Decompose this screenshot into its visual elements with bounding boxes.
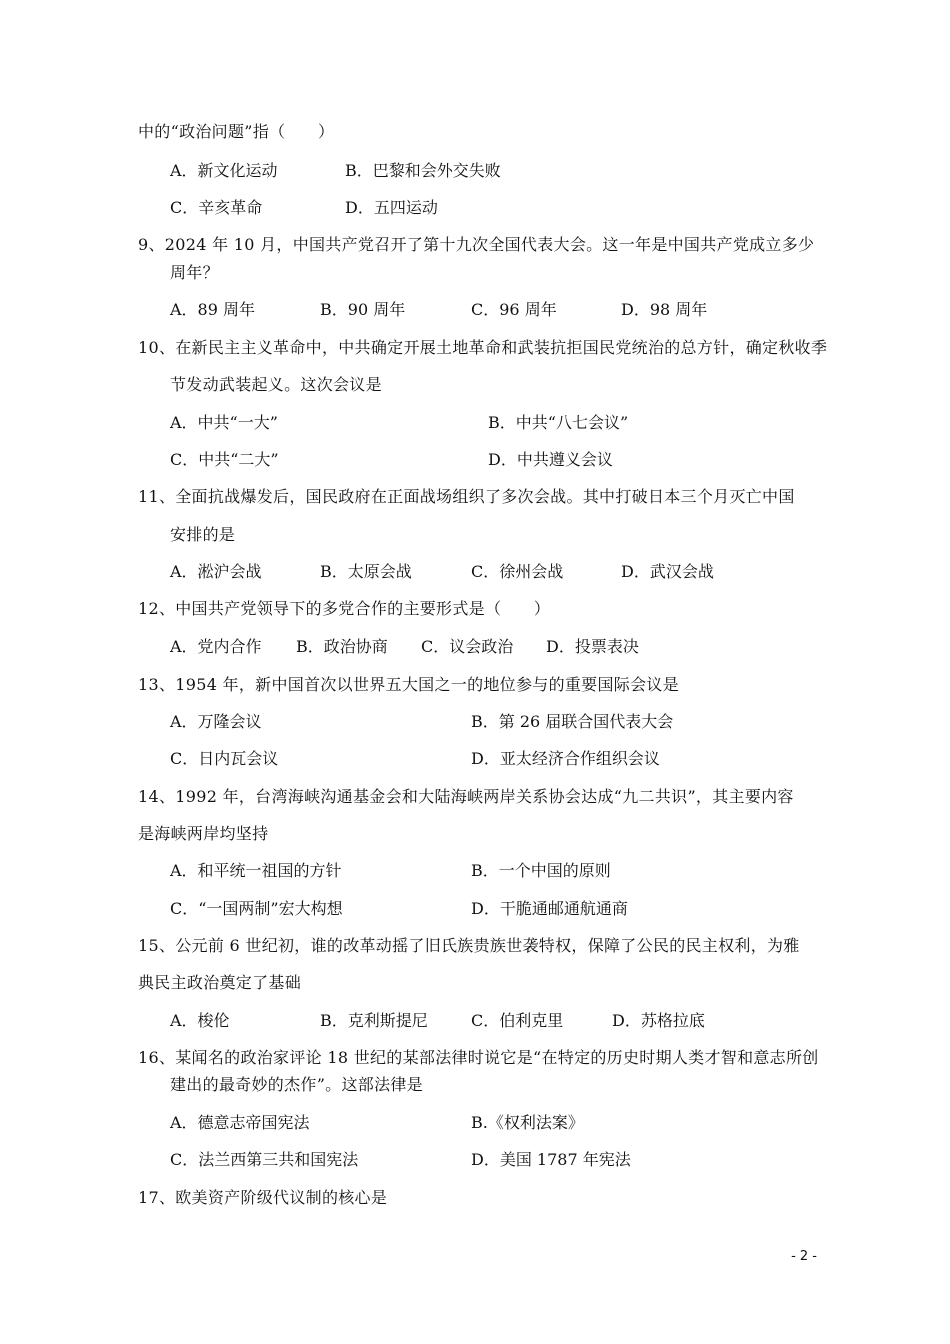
q10-option-a: A．中共“一大” — [170, 413, 278, 432]
q11-option-b: B．太原会战 — [320, 562, 412, 581]
question-10-line-2: 节发动武装起义。这次会议是 — [170, 375, 382, 394]
question-10-line-1: 10、在新民主主义革命中，中共确定开展土地革命和武装抗拒国民党统治的总方针，确定秋收季 — [138, 338, 828, 357]
question-9-line-1: 9、2024 年 10 月，中国共产党召开了第十九次全国代表大会。这一年是中国共产党成立多少 — [138, 235, 815, 254]
q13-option-a: A．万隆会议 — [170, 712, 262, 731]
q15-option-d: D．苏格拉底 — [612, 1011, 705, 1030]
q15-option-c: C．伯利克里 — [471, 1011, 564, 1030]
question-17-line-1: 17、欧美资产阶级代议制的核心是 — [138, 1188, 388, 1207]
q15-option-a: A．梭伦 — [170, 1011, 230, 1030]
q12-option-a: A．党内合作 — [170, 637, 262, 656]
q16-option-d: D．美国 1787 年宪法 — [471, 1150, 631, 1169]
question-8-text: 中的“政治问题”指（ ） — [138, 122, 335, 141]
q14-option-b: B．一个中国的原则 — [471, 861, 611, 880]
q9-option-a: A．89 周年 — [170, 300, 256, 319]
question-11-line-2: 安排的是 — [170, 525, 236, 544]
question-16-line-2: 建出的最奇妙的杰作”。这部法律是 — [170, 1075, 423, 1094]
q12-option-b: B．政治协商 — [296, 637, 388, 656]
q15-option-b: B．克利斯提尼 — [320, 1011, 428, 1030]
q16-option-a: A．德意志帝国宪法 — [170, 1113, 310, 1132]
q10-option-d: D．中共遵义会议 — [488, 450, 613, 469]
q16-option-b: B.《权利法案》 — [471, 1113, 584, 1132]
q13-option-d: D．亚太经济合作组织会议 — [471, 749, 660, 768]
q14-option-c: C．“一国两制”宏大构想 — [170, 899, 343, 918]
q9-option-d: D．98 周年 — [621, 300, 708, 319]
q8-option-b: B．巴黎和会外交失败 — [345, 161, 501, 180]
question-11-line-1: 11、全面抗战爆发后，国民政府在正面战场组织了多次会战。其中打破日本三个月灭亡中国 — [138, 487, 795, 506]
q8-option-d: D．五四运动 — [345, 198, 438, 217]
question-16-line-1: 16、某闻名的政治家评论 18 世纪的某部法律时说它是“在特定的历史时期人类才智和意志所创 — [138, 1048, 819, 1067]
question-15-line-1: 15、公元前 6 世纪初，谁的改革动摇了旧氏族贵族世袭特权，保障了公民的民主权利，为雅 — [138, 936, 800, 955]
q12-option-d: D．投票表决 — [546, 637, 639, 656]
question-13-line-1: 13、1954 年，新中国首次以世界五大国之一的地位参与的重要国际会议是 — [138, 675, 679, 694]
q13-option-b: B．第 26 届联合国代表大会 — [471, 712, 674, 731]
q11-option-c: C．徐州会战 — [471, 562, 564, 581]
q11-option-a: A．淞沪会战 — [170, 562, 262, 581]
question-12-line-1: 12、中国共产党领导下的多党合作的主要形式是（ ） — [138, 599, 551, 618]
page-number: - 2 - — [791, 1249, 817, 1264]
q14-option-d: D．干脆通邮通航通商 — [471, 899, 628, 918]
q12-option-c: C．议会政治 — [421, 637, 514, 656]
q9-option-c: C．96 周年 — [471, 300, 557, 319]
q9-option-b: B．90 周年 — [320, 300, 406, 319]
question-15-line-2: 典民主政治奠定了基础 — [138, 973, 302, 992]
question-14-line-1: 14、1992 年，台湾海峡沟通基金会和大陆海峡两岸关系协会达成“九二共识”，其主要内容 — [138, 787, 794, 806]
q8-option-a: A．新文化运动 — [170, 161, 278, 180]
q13-option-c: C．日内瓦会议 — [170, 749, 279, 768]
q8-option-c: C．辛亥革命 — [170, 198, 263, 217]
q10-option-c: C．中共“二大” — [170, 450, 279, 469]
question-14-line-2: 是海峡两岸均坚持 — [138, 824, 269, 843]
q11-option-d: D．武汉会战 — [621, 562, 714, 581]
question-9-line-2: 周年？ — [170, 263, 219, 282]
q10-option-b: B．中共“八七会议” — [488, 413, 629, 432]
q16-option-c: C．法兰西第三共和国宪法 — [170, 1150, 359, 1169]
q14-option-a: A．和平统一祖国的方针 — [170, 861, 342, 880]
